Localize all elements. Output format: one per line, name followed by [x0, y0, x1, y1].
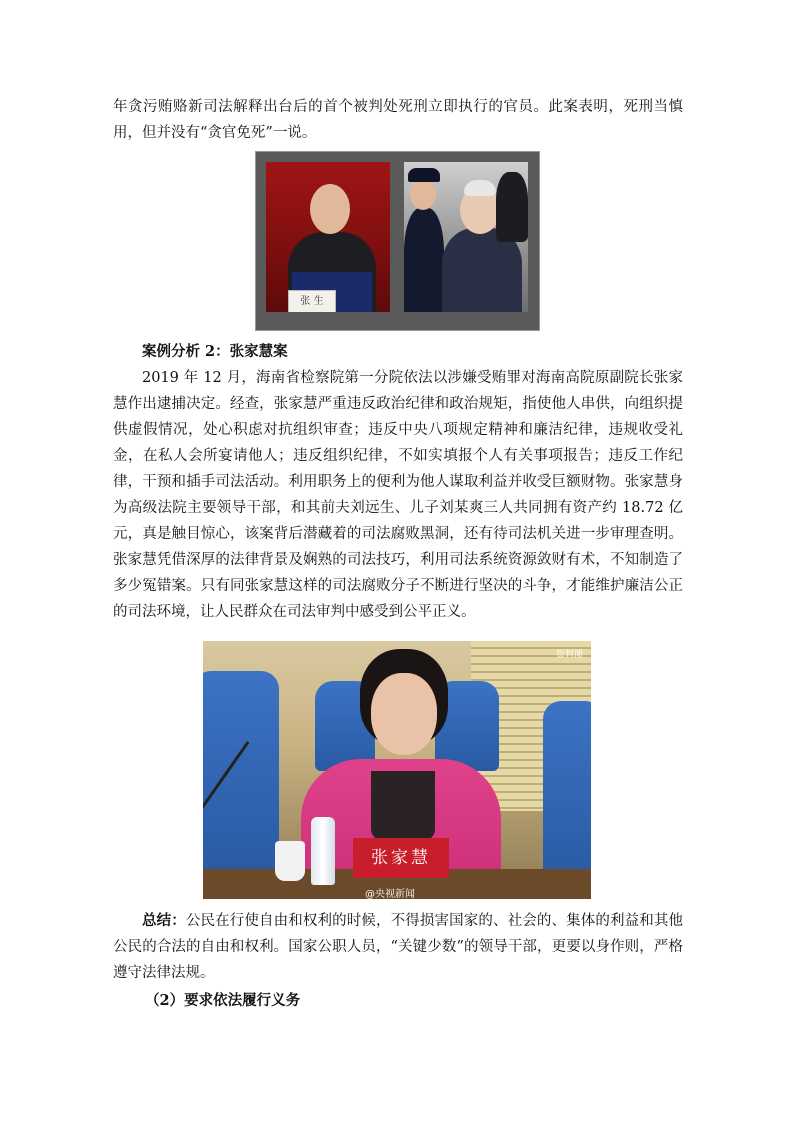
nameplate: 张 生: [288, 290, 336, 312]
tea-cup: [275, 841, 305, 881]
photo-credit: @央视新闻: [365, 889, 415, 899]
section-heading: （2）要求依法履行义务: [145, 992, 301, 1009]
summary-paragraph: [113, 908, 683, 986]
photo-left-speech: [266, 162, 390, 312]
summary-body: 公民在行使自由和权利的时候，不得损害国家的、社会的、集体的利益和其他公民的合法的自由和权利。国家公职人员，“关键少数”的领导干部，更要以身作则，严格遵守法律法规。: [113, 913, 683, 981]
corner-tag: 资料图: [555, 650, 583, 660]
name-card: 张家慧: [353, 838, 449, 878]
photo-official-court: [255, 151, 540, 331]
case2-body: 2019 年 12 月，海南省检察院第一分院依法以涉嫌受贿罪对海南高院原副院长张家慧作出逮捕决定。经查，张家慧严重违反政治纪律和政治规矩，指使他人串供，向组织提供虚假情况，处心积虑对抗组织审查；违反中央八项规定精神和廉洁纪律，违规收受礼金，在私人会所宴请他人；违反组织纪律，不如实填报个人有关事项报告；违反工作纪律，干预和插手司法活动。利用职务上的便利为他人谋取利益并收受巨额财物。张家慧身为高级法院主要领导干部，和其前夫刘远生、儿子刘某爽三人共同拥有资产约 18.72 亿元，真是触目惊心，该案背后潜藏着的司法腐败黑洞，还有待司法机关进一步审理查明。张家慧凭借深厚的法律背景及娴熟的司法技巧，利用司法系统资源敛财有术，不知制造了多少冤错案。只有同张家慧这样的司法腐败分子不断进行坚决的斗争，才能维护廉洁公正的司法环境，让人民群众在司法审判中感受到公平正义。: [113, 370, 683, 620]
figure-face: [371, 673, 437, 755]
intro-paragraph: 年贪污贿赂新司法解释出台后的首个被判处死刑立即执行的官员。此案表明，死刑当慎用，但并没有“贪官免死”一说。: [113, 99, 683, 141]
case2-title: 案例分析 2：张家慧案: [142, 343, 288, 360]
photo-zhang-jiahui: [203, 641, 591, 899]
water-bottle: [311, 817, 335, 885]
summary-label: 总结：: [142, 912, 186, 929]
photo-right-court: [404, 162, 528, 312]
